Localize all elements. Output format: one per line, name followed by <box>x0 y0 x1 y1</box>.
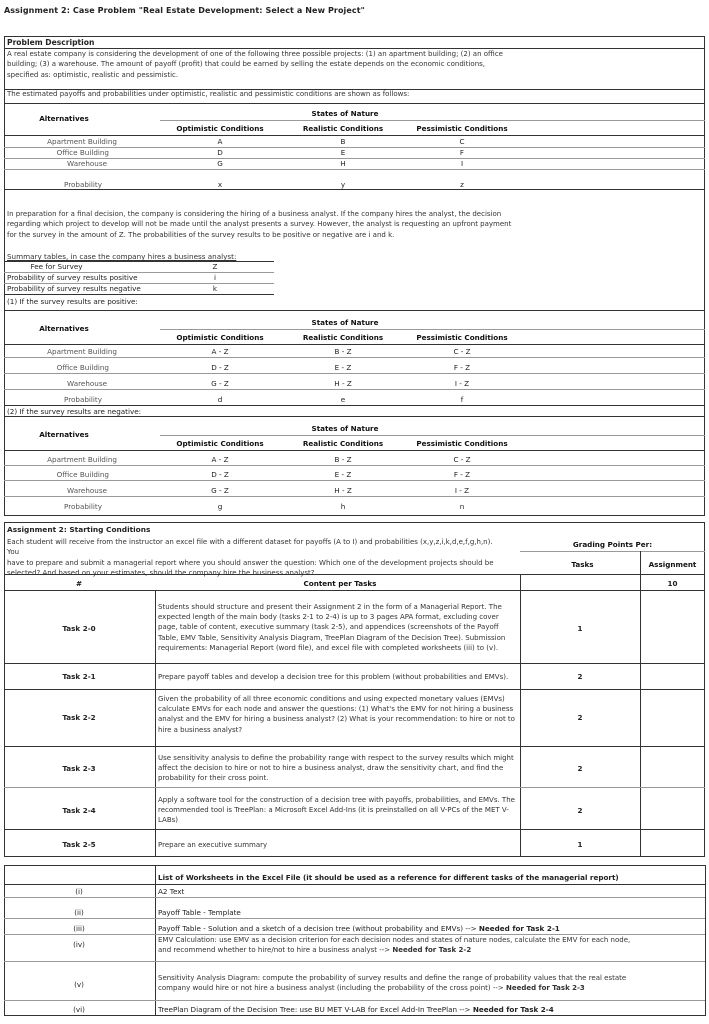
problem-heading: Problem Description <box>7 38 95 47</box>
assignment-col-label: Assignment <box>648 560 697 569</box>
content-col-label: Content per Tasks <box>303 579 377 588</box>
starting-heading: Assignment 2: Starting Conditions <box>7 525 151 534</box>
estimated-line: The estimated payoffs and probabilities under optimistic, realistic and pessimistic conditions are shown as follows: <box>7 90 410 98</box>
grading-label: Grading Points Per: <box>572 540 653 549</box>
negative-heading: (2) If the survey results are negative: <box>7 407 142 416</box>
problem-text: A real estate company is considering the development of one of the following three possible projects: (1) an apartment building; (2) an office building; (3) a warehouse. The amount of payoff (profit) that could be earned by selling the estate depends on the economic conditions, specified as: optimistic, realistic and pessimistic. <box>7 50 503 79</box>
tasks-col-label: Tasks <box>571 560 594 569</box>
assignment-points: 10 <box>667 579 678 588</box>
preparation-text: In preparation for a final decision, the company is considering the hiring of a business analyst. If the company hires the analyst, the decision regarding which project to develop will not be made until the analyst presents a survey. However, the analyst is requesting an upfront payment for the survey in the amount of Z. The probabilities of the survey results to be positive or negative are i and k. <box>7 210 512 239</box>
worksheets-heading: List of Worksheets in the Excel File (it should be used as a reference for different tasks of the managerial report) <box>158 873 619 882</box>
starting-text: Each student will receive from the instructor an excel file with a different dataset for payoffs (A to I) and probabilities (x,y,z,i,k,d,e,f,g,h,n). You have to prepare and submit a managerial report where you should answer the question: Which one of the development projects should be selected? And based on your estimates, should the company hire the business analyst? <box>7 538 494 578</box>
page-title: Assignment 2: Case Problem "Real Estate Development: Select a New Project" <box>4 6 365 15</box>
hash-col-label: # <box>75 579 83 588</box>
